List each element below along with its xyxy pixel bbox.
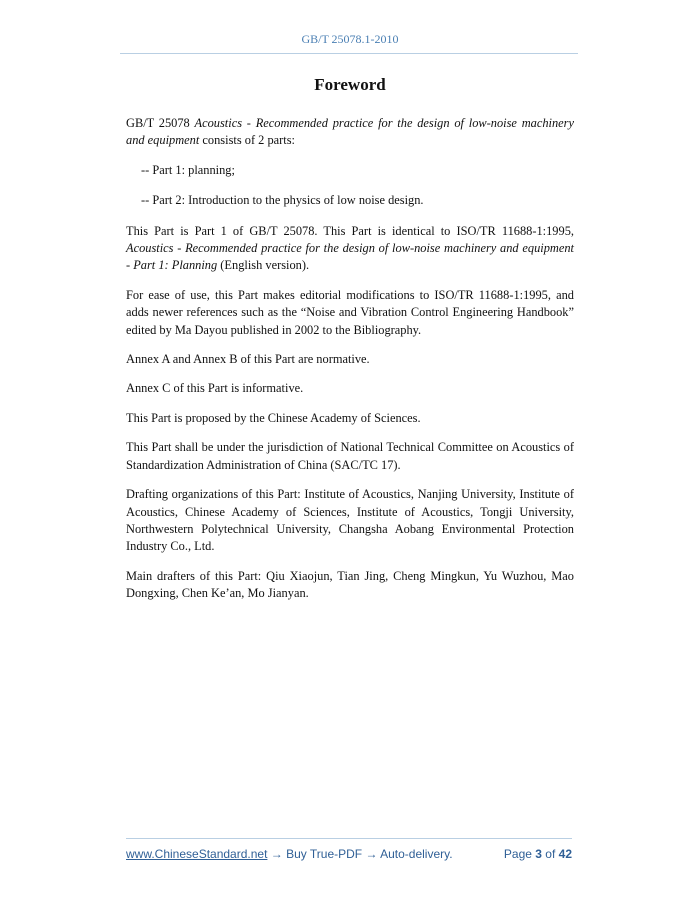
identity-text-c: (English version).	[217, 258, 310, 273]
intro-text-c: consists of 2 parts:	[199, 133, 295, 148]
intro-title-italic: Acoustics - Recommended practice for the design of low-noise machinery and equipment	[126, 116, 575, 148]
identity-paragraph	[126, 223, 574, 275]
page-title: Foreword	[314, 75, 386, 94]
modifications-paragraph: For ease of use, this Part makes editorial modifications to ISO/TR 11688-1:1995, and adds newer references such as the “Noise and Vibration Control Engineering Handbook” edited by Ma Dayou published in 2002 to the Bibliography.	[126, 287, 574, 337]
page-total: 42	[558, 847, 572, 861]
identity-text-a: This Part is Part 1 of GB/T 25078. This Part is identical to ISO/TR 11688-1:1995,	[126, 223, 574, 238]
intro-paragraph	[126, 115, 574, 150]
page-current: 3	[535, 847, 542, 861]
informative-annex-paragraph: Annex C of this Part is informative.	[126, 381, 304, 396]
jurisdiction-paragraph: This Part shall be under the jurisdiction of National Technical Committee on Acoustics of Standardization Administration of China (SAC/TC 17).	[126, 440, 574, 472]
header-standard-code: GB/T 25078.1-2010	[301, 32, 399, 46]
document-body	[126, 115, 574, 615]
page-number	[504, 847, 572, 861]
footer-divider	[126, 838, 572, 839]
proposer-paragraph: This Part is proposed by the Chinese Academy of Sciences.	[126, 410, 421, 425]
normative-annex-paragraph: Annex A and Annex B of this Part are normative.	[126, 352, 370, 367]
main-drafters-paragraph: Main drafters of this Part: Qiu Xiaojun, Tian Jing, Cheng Mingkun, Yu Wuzhou, Mao Dongxing, Chen Ke’an, Mo Jianyan.	[126, 568, 574, 601]
footer-promo	[126, 847, 453, 861]
page-of: of	[541, 847, 559, 861]
promo-text: → Buy True-PDF → Auto-delivery.	[267, 847, 453, 861]
header-divider	[120, 53, 578, 54]
intro-text-a: GB/T 25078	[126, 116, 195, 130]
drafting-organizations-paragraph: Drafting organizations of this Part: Institute of Acoustics, Nanjing University, Institute of Acoustics, Chinese Academy of Sciences, Institute of Acoustics, Tongji University, Northwestern Polytechnical University, Changsha Aobang Environmental Protection Industry Co., Ltd.	[126, 487, 574, 554]
page-label: Page	[503, 847, 536, 861]
site-link[interactable]: www.ChineseStandard.net	[126, 847, 268, 861]
list-item-part1: -- Part 1: planning;	[141, 162, 235, 177]
identity-title-italic: Acoustics - Recommended practice for the design of low-noise machinery and equipment - Part 1: Planning	[126, 241, 574, 273]
list-item-part2: -- Part 2: Introduction to the physics of low noise design.	[141, 193, 424, 208]
